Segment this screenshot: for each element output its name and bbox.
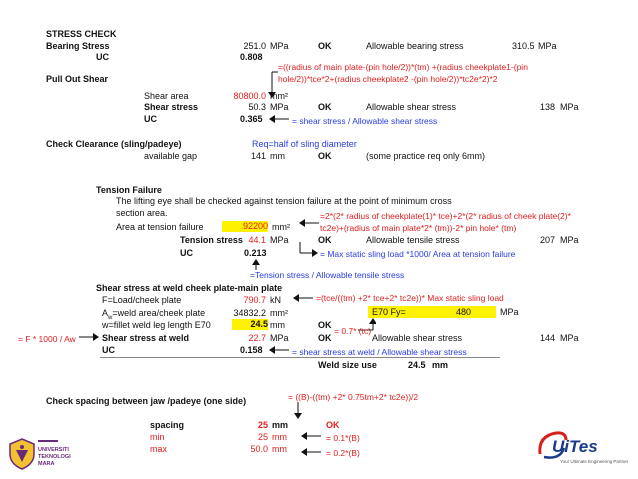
tension-desc-1: The lifting eye shall be checked against tension failure at the point of minimum cross bbox=[116, 196, 452, 206]
weld-aw-unit: mm² bbox=[270, 308, 288, 318]
divider bbox=[100, 357, 500, 358]
arrow-icon bbox=[293, 402, 303, 420]
uitm-line-1: UNIVERSITI bbox=[38, 447, 69, 453]
tension-ok: OK bbox=[318, 235, 332, 245]
tension-area-label: Area at tension failure bbox=[116, 222, 204, 232]
weld-stress-label: Shear stress at weld bbox=[102, 333, 190, 343]
tension-title: Tension Failure bbox=[96, 185, 162, 195]
bearing-allow-value: 310.5 bbox=[512, 41, 535, 51]
arrow-icon bbox=[298, 218, 320, 228]
tension-allow-value: 207 bbox=[540, 235, 556, 245]
spacing-title: Check spacing between jaw /padeye (one side) bbox=[46, 396, 247, 406]
min-label: min bbox=[150, 432, 165, 442]
shear-uc-note: = shear stress / Allowable shear stress bbox=[292, 116, 438, 126]
weld-w-note: = 0.7* (tc) bbox=[334, 326, 372, 336]
tension-stress-unit: MPa bbox=[270, 235, 289, 245]
tension-allow-unit: MPa bbox=[560, 235, 579, 245]
fy-unit: MPa bbox=[500, 307, 519, 317]
bearing-stress-value: 251.0 bbox=[243, 41, 266, 51]
max-label: max bbox=[150, 444, 168, 454]
weld-size-label: Weld size use bbox=[318, 360, 377, 370]
bearing-stress-unit: MPa bbox=[270, 41, 289, 51]
tension-formula-2: tc2e)+(radius of main plate*2* (tm))-2* pin hole* (tm) bbox=[320, 223, 517, 233]
uc-value-weld: 0.158 bbox=[240, 345, 263, 355]
weld-f-label: F=Load/cheek plate bbox=[102, 295, 182, 305]
weld-aw-value: 34832.2 bbox=[233, 308, 266, 318]
tension-desc-2: section area. bbox=[116, 208, 168, 218]
uitm-line-2: TEKNOLOGI bbox=[38, 454, 71, 460]
shear-area-label: Shear area bbox=[144, 91, 189, 101]
clearance-req: Req=half of sling diameter bbox=[252, 139, 357, 149]
tension-uc-note: =Tension stress / Allowable tensile stress bbox=[250, 270, 405, 280]
arrow-icon bbox=[268, 345, 290, 355]
weld-aw-label: $A_w=weld$ area/cheek plate bbox=[102, 308, 206, 321]
uc-label-tension: UC bbox=[180, 248, 193, 258]
spacing-formula: = ((B)-((tm) +2* 0.75tm+2* tc2e))/2 bbox=[288, 392, 419, 402]
uitm-line-3: MARA bbox=[38, 461, 55, 467]
uites-brand: UiTes bbox=[552, 437, 598, 456]
stress-check-title: STRESS CHECK bbox=[46, 29, 117, 39]
pullout-formula-1: =((radius of main plate-(pin hole/2))*(tm) +(radius cheekplate1-(pin bbox=[278, 62, 528, 72]
arrow-icon bbox=[300, 447, 322, 457]
tension-allow-label: Allowable tensile stress bbox=[366, 235, 460, 245]
weld-size-value: 24.5 bbox=[408, 360, 426, 370]
weld-stress-ok: OK bbox=[318, 333, 332, 343]
arrow-icon bbox=[78, 332, 100, 342]
spacing-unit: mm bbox=[272, 420, 289, 430]
pullout-formula-2: hole/2))*tce*2+(radius cheekplate2 -(pin hole/2))*tc2e*2)*2 bbox=[278, 74, 498, 84]
tension-area-unit: mm² bbox=[272, 222, 290, 232]
max-value: 50.0 bbox=[250, 444, 268, 454]
weld-size-unit: mm bbox=[432, 360, 449, 370]
weld-allow-value: 144 bbox=[540, 333, 556, 343]
bearing-stress-label: Bearing Stress bbox=[46, 41, 110, 51]
arrow-icon bbox=[300, 431, 322, 441]
arrow-icon bbox=[296, 240, 320, 258]
bearing-allow-unit: MPa bbox=[538, 41, 557, 51]
shear-stress-value: 50.3 bbox=[248, 102, 266, 112]
gap-label: available gap bbox=[144, 151, 198, 161]
shear-allow-unit: MPa bbox=[560, 102, 579, 112]
arrow-icon bbox=[268, 114, 290, 124]
uites-tagline: Your Ultimate Engineering Partner bbox=[560, 459, 629, 464]
clearance-title: Check Clearance (sling/padeye) bbox=[46, 139, 182, 149]
gap-note: (some practice req only 6mm) bbox=[366, 151, 486, 161]
weld-f-note: =(tce/((tm) +2* tce+2* tc2e))* Max static sling load bbox=[316, 293, 504, 303]
tension-area-value: 92200 bbox=[222, 221, 268, 232]
weld-allow-unit: MPa bbox=[560, 333, 579, 343]
uc-label-shear: UC bbox=[144, 114, 157, 124]
weld-left-note: = F * 1000 / Aw bbox=[18, 334, 76, 344]
tension-stress-label: Tension stress bbox=[180, 235, 243, 245]
weld-w-unit: mm bbox=[270, 320, 285, 330]
shear-allow-label: Allowable shear stress bbox=[366, 102, 457, 112]
weld-w-label: w=fillet weld leg length E70 bbox=[102, 320, 211, 330]
uc-value-bearing: 0.808 bbox=[240, 52, 263, 62]
arrow-icon bbox=[292, 293, 314, 303]
weld-f-unit: kN bbox=[270, 295, 281, 305]
fy-value: 480 bbox=[456, 307, 472, 317]
weld-stress-unit: MPa bbox=[270, 333, 289, 343]
bearing-ok: OK bbox=[318, 41, 332, 51]
weld-title: Shear stress at weld cheek plate-main plate bbox=[96, 283, 283, 293]
bearing-allow-label: Allowable bearing stress bbox=[366, 41, 464, 51]
gap-value: 141 bbox=[250, 151, 266, 161]
shear-stress-unit: MPa bbox=[270, 102, 289, 112]
spacing-value: 25 bbox=[257, 420, 268, 430]
uc-label-bearing: UC bbox=[96, 52, 109, 62]
uc-label-weld: UC bbox=[102, 345, 115, 355]
uc-value-shear: 0.365 bbox=[240, 114, 263, 124]
weld-w-ok: OK bbox=[318, 320, 332, 330]
uitm-crest-icon bbox=[8, 438, 36, 470]
max-unit: mm bbox=[272, 444, 287, 454]
min-value: 25 bbox=[257, 432, 268, 442]
tension-stress-value: 44.1 bbox=[248, 235, 266, 245]
e70-label: E70 Fy= bbox=[372, 307, 406, 317]
weld-w-value: 24.5 bbox=[232, 319, 268, 330]
shear-area-value: 80800.0 bbox=[233, 91, 266, 101]
weld-f-value: 790.7 bbox=[243, 295, 266, 305]
shear-stress-label: Shear stress bbox=[144, 102, 199, 112]
weld-uc-note: = shear stress at weld / Allowable shear stress bbox=[292, 347, 467, 357]
weld-stress-value: 22.7 bbox=[248, 333, 266, 343]
pullout-title: Pull Out Shear bbox=[46, 74, 109, 84]
tension-formula-1: =2*(2* radius of cheekplate(1)* tce)+2*(2* radius of cheek plate(2)* bbox=[320, 211, 571, 221]
max-note: = 0.2*(B) bbox=[326, 448, 360, 458]
spacing-ok: OK bbox=[326, 420, 340, 430]
shear-area-unit: mm² bbox=[270, 91, 288, 101]
tension-stress-note: = Max static sling load *1000/ Area at tension failure bbox=[320, 249, 516, 259]
shear-ok: OK bbox=[318, 102, 332, 112]
min-note: = 0.1*(B) bbox=[326, 433, 360, 443]
weld-allow-label: Allowable shear stress bbox=[372, 333, 463, 343]
gap-ok: OK bbox=[318, 151, 332, 161]
spacing-label: spacing bbox=[150, 420, 185, 430]
gap-unit: mm bbox=[270, 151, 285, 161]
uc-value-tension: 0.213 bbox=[244, 248, 267, 258]
min-unit: mm bbox=[272, 432, 287, 442]
shear-allow-value: 138 bbox=[540, 102, 556, 112]
